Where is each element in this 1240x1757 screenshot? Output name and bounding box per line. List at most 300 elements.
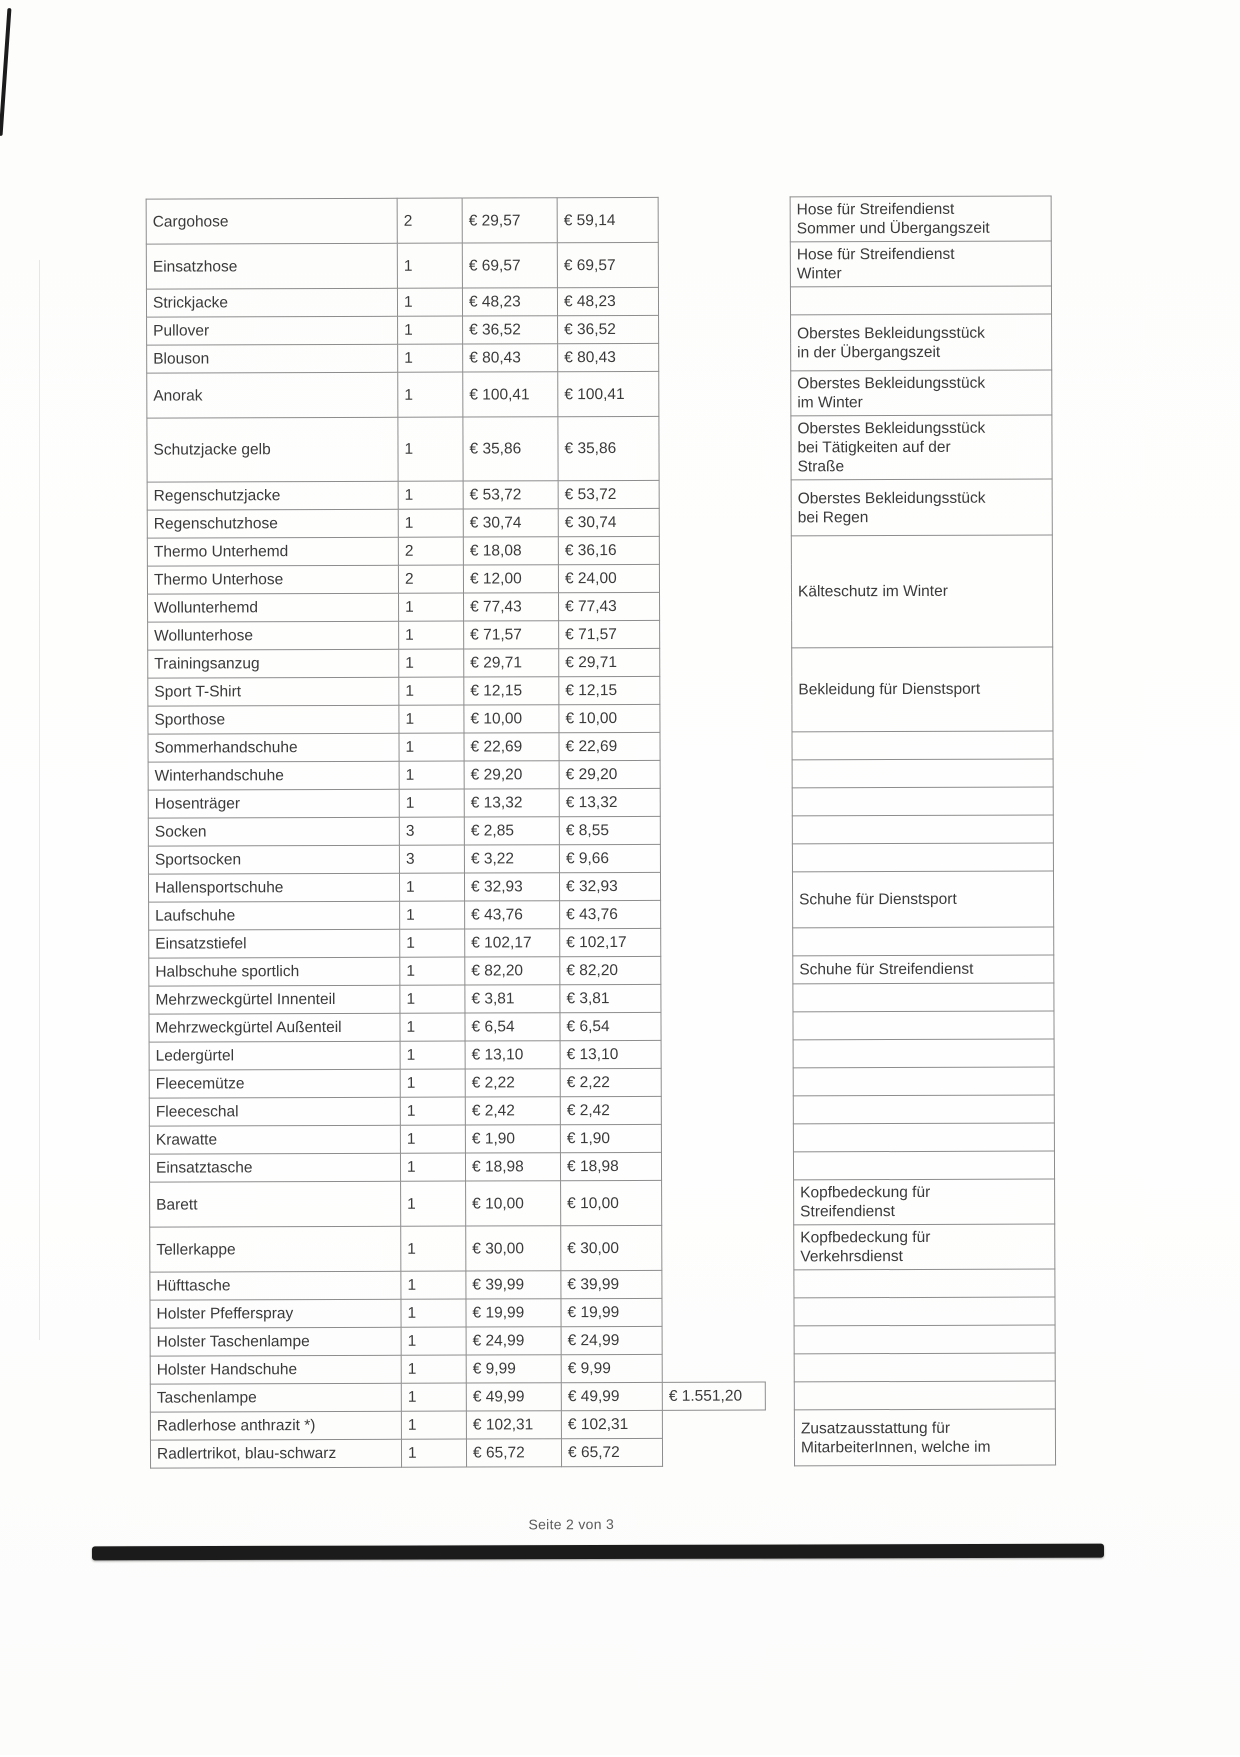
category-note-cell bbox=[792, 731, 1053, 760]
line-total-cell: € 69,57 bbox=[557, 242, 658, 287]
quantity-cell: 1 bbox=[400, 1097, 465, 1125]
category-note-cell bbox=[793, 1039, 1054, 1068]
unit-price-cell: € 71,57 bbox=[464, 621, 559, 649]
line-total-cell: € 65,72 bbox=[561, 1438, 662, 1466]
category-note-cell bbox=[794, 1325, 1055, 1354]
category-note-cell: Oberstes Bekleidungsstück bei Tätigkeiten auf der Straße bbox=[791, 415, 1052, 480]
table-row bbox=[148, 871, 1053, 902]
category-note-cell: Schuhe für Dienstsport bbox=[792, 871, 1053, 928]
category-note-cell bbox=[793, 1151, 1054, 1180]
category-note-cell bbox=[794, 1269, 1055, 1298]
column-gap-cell bbox=[765, 1438, 794, 1466]
line-total-cell: € 82,20 bbox=[560, 956, 661, 984]
unit-price-cell: € 77,43 bbox=[464, 593, 559, 621]
item-name-cell: Radlertrikot, blau-schwarz bbox=[150, 1439, 401, 1468]
quantity-cell: 1 bbox=[398, 344, 463, 372]
unit-price-cell: € 29,20 bbox=[464, 761, 559, 789]
quantity-cell: 1 bbox=[397, 288, 462, 316]
table-row bbox=[150, 1325, 1055, 1356]
table-row bbox=[149, 1123, 1054, 1154]
unit-price-cell: € 69,57 bbox=[462, 243, 557, 288]
unit-price-cell: € 43,76 bbox=[465, 901, 560, 929]
line-total-cell: € 9,99 bbox=[561, 1354, 662, 1382]
column-gap-cell bbox=[765, 1354, 794, 1382]
line-total-cell: € 30,74 bbox=[558, 508, 659, 536]
table-row bbox=[146, 196, 1051, 244]
sum-total-cell bbox=[659, 343, 762, 371]
unit-price-cell: € 32,93 bbox=[464, 873, 559, 901]
table-row bbox=[146, 241, 1051, 289]
item-name-cell: Winterhandschuhe bbox=[148, 761, 399, 790]
item-name-cell: Trainingsanzug bbox=[148, 649, 399, 678]
column-gap-cell bbox=[763, 760, 792, 788]
table-row bbox=[147, 479, 1052, 510]
sum-total-cell bbox=[661, 1040, 764, 1068]
line-total-cell: € 39,99 bbox=[561, 1270, 662, 1298]
table-row bbox=[150, 1409, 1055, 1440]
table-row bbox=[150, 1353, 1055, 1384]
item-name-cell: Holster Taschenlampe bbox=[150, 1327, 401, 1356]
unit-price-cell: € 18,08 bbox=[463, 537, 558, 565]
column-gap-cell bbox=[764, 1040, 793, 1068]
quantity-cell: 1 bbox=[400, 1069, 465, 1097]
table-row bbox=[147, 415, 1052, 482]
column-gap-cell bbox=[764, 1096, 793, 1124]
item-name-cell: Hüfttasche bbox=[150, 1271, 401, 1300]
line-total-cell: € 13,32 bbox=[559, 788, 660, 816]
column-gap-cell bbox=[761, 197, 790, 242]
line-total-cell: € 71,57 bbox=[559, 620, 660, 648]
sum-total-cell bbox=[662, 1438, 765, 1466]
unit-price-cell: € 13,32 bbox=[464, 789, 559, 817]
line-total-cell: € 102,17 bbox=[560, 928, 661, 956]
quantity-cell: 1 bbox=[399, 761, 464, 789]
unit-price-cell: € 53,72 bbox=[463, 481, 558, 509]
table-row bbox=[150, 1179, 1055, 1227]
quantity-cell: 1 bbox=[399, 873, 464, 901]
item-name-cell: Einsatzstiefel bbox=[149, 929, 400, 958]
column-gap-cell bbox=[764, 1068, 793, 1096]
unit-price-cell: € 48,23 bbox=[462, 288, 557, 316]
category-note-cell bbox=[793, 983, 1054, 1012]
unit-price-cell: € 9,99 bbox=[466, 1355, 561, 1383]
quantity-cell: 3 bbox=[399, 817, 464, 845]
quantity-cell: 1 bbox=[401, 1411, 466, 1439]
sum-total-cell bbox=[662, 1180, 765, 1225]
table-row bbox=[149, 1151, 1054, 1182]
column-gap-cell bbox=[763, 872, 792, 900]
unit-price-cell: € 35,86 bbox=[463, 417, 558, 481]
column-gap-cell bbox=[763, 844, 792, 872]
item-name-cell: Tellerkappe bbox=[150, 1226, 401, 1272]
quantity-cell: 1 bbox=[400, 1013, 465, 1041]
quantity-cell: 1 bbox=[399, 593, 464, 621]
category-note-cell: Oberstes Bekleidungsstück im Winter bbox=[791, 370, 1052, 416]
quantity-cell: 1 bbox=[398, 316, 463, 344]
column-gap-cell bbox=[765, 1180, 794, 1225]
line-total-cell: € 10,00 bbox=[559, 704, 660, 732]
line-total-cell: € 2,22 bbox=[560, 1068, 661, 1096]
table-row bbox=[150, 1381, 1055, 1412]
quantity-cell: 1 bbox=[401, 1439, 466, 1467]
column-gap-cell bbox=[764, 1124, 793, 1152]
line-total-cell: € 10,00 bbox=[561, 1180, 662, 1225]
quantity-cell: 2 bbox=[397, 198, 462, 243]
item-name-cell: Schutzjacke gelb bbox=[147, 417, 398, 482]
category-note-cell: Bekleidung für Dienstsport bbox=[792, 647, 1053, 732]
column-gap-cell bbox=[764, 984, 793, 1012]
quantity-cell: 1 bbox=[399, 621, 464, 649]
unit-price-cell: € 22,69 bbox=[464, 733, 559, 761]
unit-price-cell: € 49,99 bbox=[466, 1383, 561, 1411]
quantity-cell: 1 bbox=[398, 481, 463, 509]
category-note-cell: Schuhe für Streifendienst bbox=[793, 955, 1054, 984]
item-name-cell: Holster Handschuhe bbox=[150, 1355, 401, 1384]
unit-price-cell: € 82,20 bbox=[465, 957, 560, 985]
item-name-cell: Halbschuhe sportlich bbox=[149, 957, 400, 986]
unit-price-cell: € 13,10 bbox=[465, 1041, 560, 1069]
column-gap-cell bbox=[765, 1270, 794, 1298]
quantity-cell: 1 bbox=[401, 1226, 466, 1271]
column-gap-cell bbox=[765, 1326, 794, 1354]
table-row bbox=[149, 1011, 1054, 1042]
item-name-cell: Anorak bbox=[147, 372, 398, 418]
line-total-cell: € 32,93 bbox=[559, 872, 660, 900]
sum-total-cell bbox=[659, 536, 762, 564]
unit-price-cell: € 36,52 bbox=[463, 316, 558, 344]
column-gap-cell bbox=[765, 1410, 794, 1438]
sum-total-cell: € 1.551,20 bbox=[662, 1382, 765, 1410]
sum-total-cell bbox=[661, 956, 764, 984]
line-total-cell: € 8,55 bbox=[559, 816, 660, 844]
sum-total-cell bbox=[661, 1152, 764, 1180]
line-total-cell: € 35,86 bbox=[558, 416, 659, 480]
column-gap-cell bbox=[763, 620, 792, 648]
category-note-cell bbox=[793, 1011, 1054, 1040]
sum-total-cell bbox=[659, 416, 762, 480]
line-total-cell: € 53,72 bbox=[558, 480, 659, 508]
quantity-cell: 1 bbox=[400, 1125, 465, 1153]
quantity-cell: 1 bbox=[400, 985, 465, 1013]
sum-total-cell bbox=[659, 371, 762, 416]
column-gap-cell bbox=[762, 416, 791, 480]
table-row bbox=[148, 731, 1053, 762]
sum-total-cell bbox=[660, 648, 763, 676]
sum-total-cell bbox=[660, 620, 763, 648]
item-name-cell: Hosenträger bbox=[148, 789, 399, 818]
quantity-cell: 1 bbox=[398, 372, 463, 417]
quantity-cell: 1 bbox=[401, 1383, 466, 1411]
scan-artifact-margin-streak bbox=[39, 260, 40, 1340]
item-name-cell: Wollunterhose bbox=[148, 621, 399, 650]
quantity-cell: 1 bbox=[397, 243, 462, 288]
unit-price-cell: € 18,98 bbox=[465, 1153, 560, 1181]
unit-price-cell: € 102,31 bbox=[466, 1411, 561, 1439]
sum-total-cell bbox=[660, 872, 763, 900]
line-total-cell: € 22,69 bbox=[559, 732, 660, 760]
quantity-cell: 1 bbox=[398, 417, 463, 481]
item-name-cell: Regenschutzhose bbox=[147, 509, 398, 538]
column-gap-cell bbox=[762, 371, 791, 416]
item-name-cell: Sportsocken bbox=[148, 845, 399, 874]
unit-price-cell: € 10,00 bbox=[464, 705, 559, 733]
line-total-cell: € 77,43 bbox=[559, 592, 660, 620]
sum-total-cell bbox=[659, 315, 762, 343]
quantity-cell: 1 bbox=[401, 1327, 466, 1355]
sum-total-cell bbox=[658, 287, 761, 315]
sum-total-cell bbox=[661, 1096, 764, 1124]
table-row bbox=[149, 955, 1054, 986]
table-row bbox=[148, 787, 1053, 818]
unit-price-cell: € 65,72 bbox=[466, 1439, 561, 1467]
sum-total-cell bbox=[661, 900, 764, 928]
table-row bbox=[149, 1039, 1054, 1070]
item-name-cell: Thermo Unterhose bbox=[147, 565, 398, 594]
clothing-table-body bbox=[146, 196, 1055, 1468]
column-gap-cell bbox=[764, 1152, 793, 1180]
quantity-cell: 1 bbox=[400, 929, 465, 957]
sum-total-cell bbox=[660, 704, 763, 732]
column-gap-cell bbox=[763, 816, 792, 844]
line-total-cell: € 13,10 bbox=[560, 1040, 661, 1068]
item-name-cell: Mehrzweckgürtel Außenteil bbox=[149, 1013, 400, 1042]
table-row bbox=[147, 370, 1052, 418]
category-note-cell bbox=[792, 759, 1053, 788]
line-total-cell: € 9,66 bbox=[559, 844, 660, 872]
table-row bbox=[149, 1095, 1054, 1126]
table-row bbox=[148, 759, 1053, 790]
item-name-cell: Taschenlampe bbox=[150, 1383, 401, 1412]
item-name-cell: Einsatzhose bbox=[146, 243, 397, 289]
sum-total-cell bbox=[659, 508, 762, 536]
quantity-cell: 1 bbox=[400, 901, 465, 929]
quantity-cell: 1 bbox=[399, 677, 464, 705]
quantity-cell: 2 bbox=[398, 565, 463, 593]
category-note-cell bbox=[793, 1067, 1054, 1096]
item-name-cell: Sport T-Shirt bbox=[148, 677, 399, 706]
column-gap-cell bbox=[763, 592, 792, 620]
column-gap-cell bbox=[761, 287, 790, 315]
line-total-cell: € 36,52 bbox=[558, 315, 659, 343]
sum-total-cell bbox=[660, 788, 763, 816]
unit-price-cell: € 3,81 bbox=[465, 985, 560, 1013]
sum-total-cell bbox=[662, 1225, 765, 1270]
sum-total-cell bbox=[660, 732, 763, 760]
unit-price-cell: € 19,99 bbox=[466, 1299, 561, 1327]
line-total-cell: € 29,71 bbox=[559, 648, 660, 676]
item-name-cell: Cargohose bbox=[146, 198, 397, 244]
table-row bbox=[147, 535, 1052, 566]
category-note-cell: Kopfbedeckung für Streifendienst bbox=[794, 1179, 1055, 1225]
item-name-cell: Mehrzweckgürtel Innenteil bbox=[149, 985, 400, 1014]
unit-price-cell: € 29,71 bbox=[464, 649, 559, 677]
sum-total-cell bbox=[659, 480, 762, 508]
table-row bbox=[147, 314, 1052, 345]
quantity-cell: 1 bbox=[401, 1181, 466, 1226]
unit-price-cell: € 2,85 bbox=[464, 817, 559, 845]
quantity-cell: 3 bbox=[399, 845, 464, 873]
unit-price-cell: € 100,41 bbox=[463, 372, 558, 417]
quantity-cell: 1 bbox=[401, 1355, 466, 1383]
item-name-cell: Fleeceschal bbox=[149, 1097, 400, 1126]
item-name-cell: Pullover bbox=[147, 316, 398, 345]
item-name-cell: Thermo Unterhemd bbox=[147, 537, 398, 566]
table-row bbox=[149, 927, 1054, 958]
unit-price-cell: € 2,42 bbox=[465, 1097, 560, 1125]
quantity-cell: 1 bbox=[401, 1271, 466, 1299]
category-note-cell: Hose für Streifendienst Sommer und Übergangszeit bbox=[790, 196, 1051, 242]
table-row bbox=[150, 1224, 1055, 1272]
unit-price-cell: € 6,54 bbox=[465, 1013, 560, 1041]
column-gap-cell bbox=[762, 343, 791, 371]
quantity-cell: 1 bbox=[400, 1153, 465, 1181]
item-name-cell: Radlerhose anthrazit *) bbox=[150, 1411, 401, 1440]
category-note-cell: Zusatzausstattung für MitarbeiterInnen, welche im bbox=[794, 1409, 1055, 1466]
category-note-cell: Hose für Streifendienst Winter bbox=[790, 241, 1051, 287]
column-gap-cell bbox=[762, 480, 791, 508]
sum-total-cell bbox=[658, 197, 761, 242]
sum-total-cell bbox=[661, 1068, 764, 1096]
category-note-cell bbox=[793, 1123, 1054, 1152]
quantity-cell: 1 bbox=[399, 733, 464, 761]
table-row bbox=[149, 983, 1054, 1014]
table-row bbox=[150, 1269, 1055, 1300]
category-note-cell bbox=[792, 815, 1053, 844]
line-total-cell: € 6,54 bbox=[560, 1012, 661, 1040]
sum-total-cell bbox=[662, 1410, 765, 1438]
sum-total-cell bbox=[660, 676, 763, 704]
item-name-cell: Regenschutzjacke bbox=[147, 481, 398, 510]
category-note-cell bbox=[790, 286, 1051, 315]
item-name-cell: Ledergürtel bbox=[149, 1041, 400, 1070]
category-note-cell bbox=[794, 1297, 1055, 1326]
column-gap-cell bbox=[763, 704, 792, 732]
quantity-cell: 1 bbox=[401, 1299, 466, 1327]
item-name-cell: Strickjacke bbox=[146, 288, 397, 317]
column-gap-cell bbox=[761, 242, 790, 287]
unit-price-cell: € 29,57 bbox=[462, 198, 557, 243]
column-gap-cell bbox=[763, 788, 792, 816]
item-name-cell: Holster Pfefferspray bbox=[150, 1299, 401, 1328]
column-gap-cell bbox=[764, 1012, 793, 1040]
category-note-cell bbox=[792, 787, 1053, 816]
unit-price-cell: € 2,22 bbox=[465, 1069, 560, 1097]
category-note-cell: Oberstes Bekleidungsstück in der Übergangszeit bbox=[791, 314, 1052, 371]
line-total-cell: € 1,90 bbox=[560, 1124, 661, 1152]
item-name-cell: Socken bbox=[148, 817, 399, 846]
quantity-cell: 1 bbox=[398, 509, 463, 537]
line-total-cell: € 29,20 bbox=[559, 760, 660, 788]
sum-total-cell bbox=[661, 1124, 764, 1152]
table-row bbox=[149, 1067, 1054, 1098]
column-gap-cell bbox=[764, 900, 793, 928]
column-gap-cell bbox=[762, 508, 791, 536]
sum-total-cell bbox=[661, 1012, 764, 1040]
category-note-cell bbox=[794, 1353, 1055, 1382]
quantity-cell: 1 bbox=[399, 649, 464, 677]
item-name-cell: Einsatztasche bbox=[149, 1153, 400, 1182]
sum-total-cell bbox=[660, 760, 763, 788]
item-name-cell: Sporthose bbox=[148, 705, 399, 734]
unit-price-cell: € 30,00 bbox=[466, 1226, 561, 1271]
column-gap-cell bbox=[762, 536, 791, 564]
unit-price-cell: € 30,74 bbox=[463, 509, 558, 537]
line-total-cell: € 30,00 bbox=[561, 1225, 662, 1270]
line-total-cell: € 43,76 bbox=[560, 900, 661, 928]
sum-total-cell bbox=[662, 1270, 765, 1298]
line-total-cell: € 3,81 bbox=[560, 984, 661, 1012]
table-row bbox=[150, 1297, 1055, 1328]
line-total-cell: € 49,99 bbox=[561, 1382, 662, 1410]
sum-total-cell bbox=[660, 592, 763, 620]
line-total-cell: € 2,42 bbox=[560, 1096, 661, 1124]
category-note-cell: Kopfbedeckung für Verkehrsdienst bbox=[794, 1224, 1055, 1270]
column-gap-cell bbox=[763, 648, 792, 676]
clothing-price-table bbox=[146, 195, 1056, 1468]
unit-price-cell: € 10,00 bbox=[466, 1181, 561, 1226]
line-total-cell: € 48,23 bbox=[557, 287, 658, 315]
line-total-cell: € 18,98 bbox=[560, 1152, 661, 1180]
category-note-cell bbox=[794, 1381, 1055, 1410]
sum-total-cell bbox=[662, 1298, 765, 1326]
category-note-cell bbox=[792, 843, 1053, 872]
column-gap-cell bbox=[765, 1298, 794, 1326]
line-total-cell: € 80,43 bbox=[558, 343, 659, 371]
quantity-cell: 1 bbox=[399, 789, 464, 817]
category-note-cell bbox=[793, 927, 1054, 956]
sum-total-cell bbox=[658, 242, 761, 287]
category-note-cell: Kälteschutz im Winter bbox=[791, 535, 1052, 648]
item-name-cell: Blouson bbox=[147, 344, 398, 373]
column-gap-cell bbox=[765, 1382, 794, 1410]
item-name-cell: Sommerhandschuhe bbox=[148, 733, 399, 762]
column-gap-cell bbox=[762, 315, 791, 343]
line-total-cell: € 24,00 bbox=[558, 564, 659, 592]
quantity-cell: 1 bbox=[399, 705, 464, 733]
unit-price-cell: € 12,00 bbox=[463, 565, 558, 593]
category-note-cell bbox=[793, 1095, 1054, 1124]
column-gap-cell bbox=[764, 956, 793, 984]
unit-price-cell: € 102,17 bbox=[465, 929, 560, 957]
page-number-footer: Seite 2 von 3 bbox=[528, 1516, 615, 1533]
item-name-cell: Fleecemütze bbox=[149, 1069, 400, 1098]
line-total-cell: € 100,41 bbox=[558, 371, 659, 416]
line-total-cell: € 19,99 bbox=[561, 1298, 662, 1326]
line-total-cell: € 59,14 bbox=[557, 197, 658, 242]
item-name-cell: Laufschuhe bbox=[149, 901, 400, 930]
column-gap-cell bbox=[763, 732, 792, 760]
table-row bbox=[148, 815, 1053, 846]
column-gap-cell bbox=[765, 1225, 794, 1270]
column-gap-cell bbox=[763, 676, 792, 704]
quantity-cell: 1 bbox=[400, 957, 465, 985]
category-note-cell: Oberstes Bekleidungsstück bei Regen bbox=[791, 479, 1052, 536]
table-row bbox=[146, 286, 1051, 317]
unit-price-cell: € 80,43 bbox=[463, 344, 558, 372]
scan-artifact-bottom-bar bbox=[92, 1544, 1104, 1561]
unit-price-cell: € 1,90 bbox=[465, 1125, 560, 1153]
sum-total-cell bbox=[662, 1354, 765, 1382]
column-gap-cell bbox=[762, 564, 791, 592]
sum-total-cell bbox=[662, 1326, 765, 1354]
table-row bbox=[148, 843, 1053, 874]
item-name-cell: Barett bbox=[150, 1181, 401, 1227]
sum-total-cell bbox=[661, 928, 764, 956]
item-name-cell: Hallensportschuhe bbox=[148, 873, 399, 902]
item-name-cell: Krawatte bbox=[149, 1125, 400, 1154]
quantity-cell: 1 bbox=[400, 1041, 465, 1069]
sum-total-cell bbox=[660, 844, 763, 872]
